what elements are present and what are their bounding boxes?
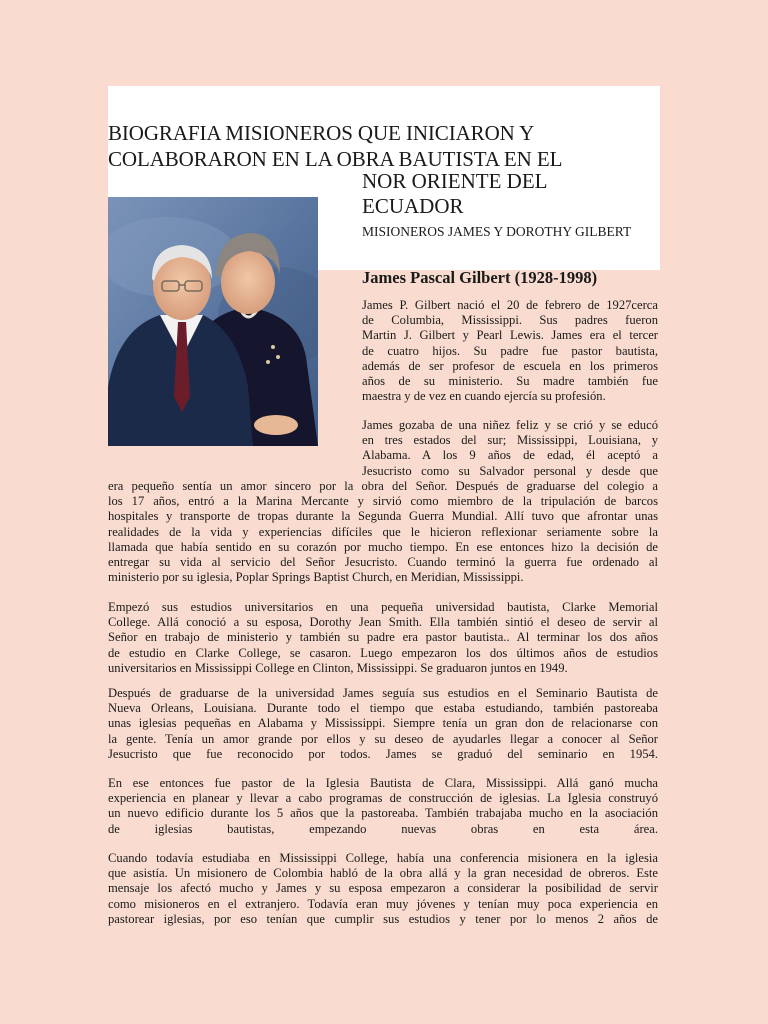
paragraph-1: James P. Gilbert nació el 20 de febrero de 1927cerca de Columbia, Mississippi. Sus padres fueron Martin J. Gilbert y Pearl Lewis. James era el tercer de cuatro hijos. Su padre fue pastor bautista, además de ser profesor de escuela en los primeros años de su ministerio. Su madre también fue maestra y de vez en cuando ejercía su profesión. (362, 298, 658, 404)
title-line-3: NOR ORIENTE DEL (362, 169, 548, 193)
subtitle: MISIONEROS JAMES Y DOROTHY GILBERT (362, 224, 632, 239)
missionaries-photo (108, 197, 318, 446)
paragraph-6: Cuando todavía estudiaba en Mississippi College, había una conferencia misionera en la iglesia que asistía. Un misionero de Colombia habló de la obra allá y la gran necesidad de obreros. Este mensaje los afectó mucho y James y su esposa empezaron a considerar la posibilidad de servir como misioneros en el extranjero. Todavía eran muy jóvenes y tenían muy poca experiencia en pastorear iglesias, por eso tenían que cumplir sus estudios y tener por lo menos 2 años de (108, 851, 658, 926)
paragraph-4: Después de graduarse de la universidad James seguía sus estudios en el Seminario Bautista de Nueva Orleans, Louisiana. Durante todo el tiempo que estaba estudiando, también pastoreaba unas iglesias pequeñas en Alabama y Mississippi. Siempre tenía un gran don de relacionarse con la gente. Tenía un amor grande por ellos y su deseo de ayudarles llegar a conocer al Señor Jesucristo que fue reconocido por todos. James se graduó del seminario en 1954. (108, 686, 658, 761)
paragraph-2-bottom: era pequeño sentía un amor sincero por la obra del Señor. Después de graduarse del colegio a los 17 años, entró a la Marina Mercante y sirvió como miembro de la tripulación de barcos hospitales y transporte de tropas durante la Segunda Guerra Mundial. Allí tuvo que afrontar unas realidades de la vida y experiencias difíciles que le hicieron reflexionar seriamente sobre la llamada que había sentido en su corazón por mucho tiempo. En ese entonces hizo la decisión de entregar su vida al servicio del Señor Jesucristo. Cuando terminó la guerra fue ordenado al ministerio por su iglesia, Poplar Springs Baptist Church, en Meridian, Mississippi. (108, 479, 658, 585)
title-line-2: COLABORARON EN LA OBRA BAUTISTA EN EL (108, 147, 563, 171)
title-line-4: ECUADOR (362, 194, 464, 218)
paragraph-5: En ese entonces fue pastor de la Iglesia Bautista de Clara, Mississippi. Allá ganó mucha experiencia en planear y llevar a cabo programas de construcción de iglesias. La Iglesia construyó un nuevo edificio durante los 5 años que la pastoreaba. También trabajaba mucho en la asociación de iglesias bautistas, empezando nuevas obras en esta área. (108, 776, 658, 836)
paragraph-2-top: James gozaba de una niñez feliz y se crió y se educó en tres estados del sur; Mississippi, Louisiana, y Alabama. A los 9 años de edad, él aceptó a Jesucristo como su Salvador personal y desde que (362, 418, 658, 478)
person-heading: James Pascal Gilbert (1928-1998) (362, 268, 598, 287)
title-line-1: BIOGRAFIA MISIONEROS QUE INICIARON Y (108, 121, 535, 145)
paragraph-3: Empezó sus estudios universitarios en una pequeña universidad bautista, Clarke Memorial College. Allá conoció a su esposa, Dorothy Jean Smith. Ella también sintió el deseo de servir al Señor en trabajo de ministerio y también su padre era pastor bautista.. Al terminar los dos años de estudio en Clarke College, se casaron. Luego empezaron los dos últimos años de estudios universitarios en Mississippi College en Clinton, Mississippi. Se graduaron juntos en 1949. (108, 600, 658, 675)
